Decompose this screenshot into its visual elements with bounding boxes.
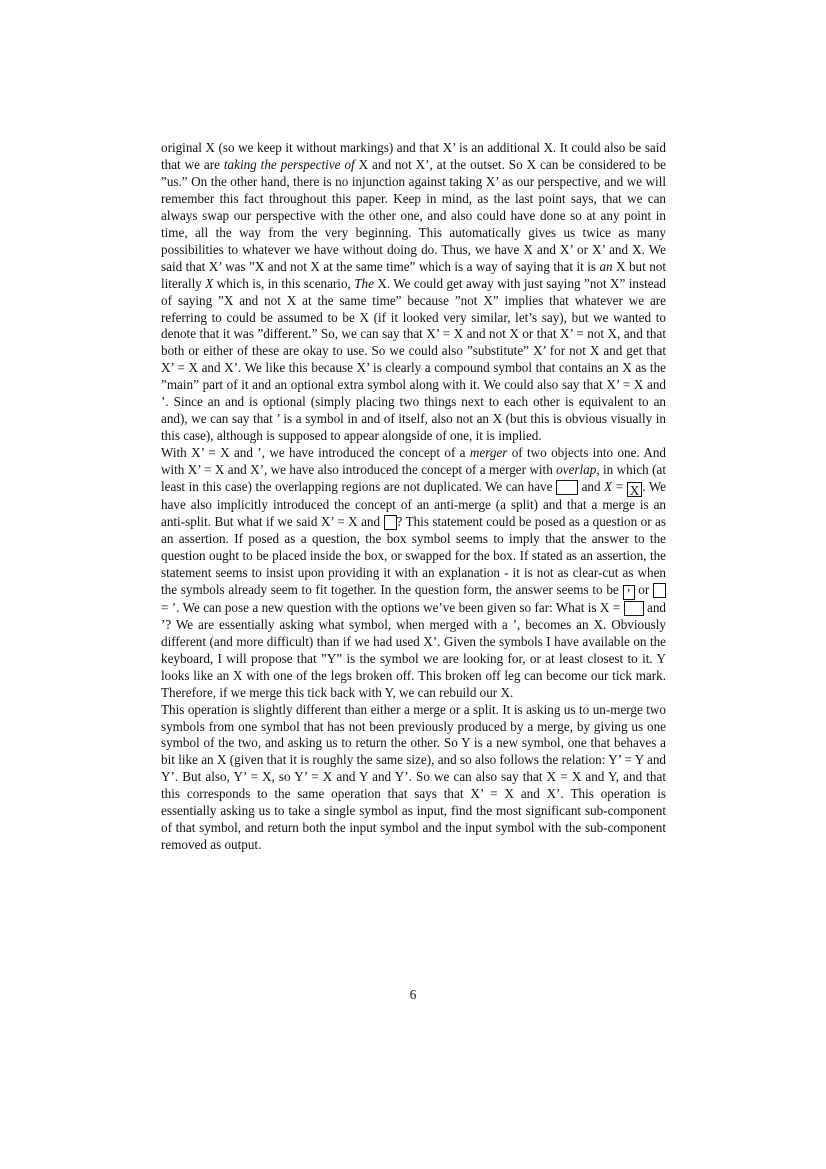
empty-box-symbol: [653, 583, 666, 598]
emphasized-text: taking the perspective of: [223, 156, 355, 172]
text-run: of two objects into one. And with X’ = X and X’, we have also introduced the concept of a merger with: [161, 445, 666, 478]
text-run: or: [634, 581, 653, 597]
text-run: ? This statement could be posed as a question or as an assertion. If posed as a question, the box symbol seems to imply that the answer to the question ought to be placed inside the box, or swapped for the box. If stated as an assertion, the statement seems to insist upon providing it with an explanation - it is not as clear-cut as when the symbols already seem to fit together. In the question form, the answer seems to be: [161, 514, 666, 597]
empty-box-symbol: [384, 515, 397, 530]
text-run: , in which (at least in this case) the overlapping regions are not duplicated. We can have: [161, 462, 666, 495]
emphasized-text: X: [604, 479, 613, 495]
text-run: This operation is slightly different than either a merge or a split. It is asking us to un-merge two symbols from one symbol that has not been previously produced by a merge, by giving us one symbol of the two, and asking us to return the other. So Y is a new symbol, one that behaves a bit like an X (given that it is roughly the same size), and so also follows the relation: Y’ = Y and Y’. But also, Y’ = X, so Y’ = X and Y and Y’. So we can also say that X = X and Y, and that this corresponds to the same operation that says that X’ = X and X’. This operation is essentially asking us to take a single symbol as input, find the most significant sub-component of that symbol, and return both the input symbol and the input symbol with the sub-component removed as output.: [161, 701, 666, 853]
text-run: X but not literally: [161, 258, 666, 291]
text-run: X and not X’, at the outset. So X can be considered to be ”us.” On the other hand, there is no injunction against taking X’ as our perspective, and we will remember this fact throughout this paper. Keep in mind, as the last point says, that we can always swap our perspective with the other one, and also could have done so at any point in time, all the way from the very beginning. This automatically gives us twice as many possibilities to whatever we have without doing do. Thus, we have X and X’ or X’ and X. We said that X’ was ”X and not X at the same time” which is a way of saying that it is: [161, 156, 666, 274]
body-text: [161, 140, 666, 854]
paragraph: [161, 702, 666, 855]
boxed-symbol: X: [627, 482, 643, 497]
boxed-symbol: ’: [623, 585, 635, 600]
text-run: X. We could get away with just saying ”not X” instead of saying ”X and not X at the same time” because ”not X” implies that whatever we are referring to could be assumed to be X (if it looked very similar, let’s say), but we wanted to denote that it was ”different.” So, we can say that X’ = X and not X or that X’ = not X, and that both or either of these are okay to use. So we could also ”substitute” X’ for not X and get that X’ = X and X’. We like this because X’ is clearly a compound symbol that contains an X as the ”main” part of it and an optional extra symbol along with it. We could also say that X’ = X and ’. Since an and is optional (simply placing two things next to each other is equivalent to an and), we can say that ’ is a symbol in and of itself, also not an X (but this is obvious visually in this case), although is supposed to appear alongside of one, it is implied.: [161, 275, 666, 444]
text-run: With X’ = X and ’, we have introduced the concept of a: [161, 445, 470, 461]
paragraph: [161, 140, 666, 445]
text-run: and ’? We are essentially asking what symbol, when merged with a ’, becomes an X. Obviously different (and more difficult) than if we had used X’. Given the symbols I have available on the keyboard, I will propose that ”Y” is the symbol we are looking for, or at least closest to it. Y looks like an X with one of the legs broken off. This broken off leg can become our tick mark. Therefore, if we merge this tick back with Y, we can rebuild our X.: [161, 599, 666, 700]
page-number: 6: [409, 987, 417, 1002]
empty-box-symbol: [624, 601, 644, 616]
emphasized-text: an: [599, 258, 613, 274]
paragraph: [161, 445, 666, 701]
emphasized-text: overlap: [556, 462, 597, 478]
emphasized-text: The: [354, 275, 374, 291]
text-run: original X (so we keep it without markings) and that X’ is an additional X. It could also be said that we are: [161, 140, 666, 172]
text-run: and: [578, 479, 605, 495]
text-run: which is, in this scenario,: [213, 275, 355, 291]
emphasized-text: merger: [469, 445, 508, 461]
text-run: . We have also implicitly introduced the concept of an anti-merge (a split) and that a merge is an anti-split. But what if we said X’ = X and: [161, 479, 667, 530]
text-run: = ’. We can pose a new question with the options we’ve been given so far: What is X =: [161, 599, 624, 615]
emphasized-text: X: [205, 275, 214, 291]
empty-box-symbol: [556, 480, 578, 495]
text-run: =: [612, 479, 627, 495]
